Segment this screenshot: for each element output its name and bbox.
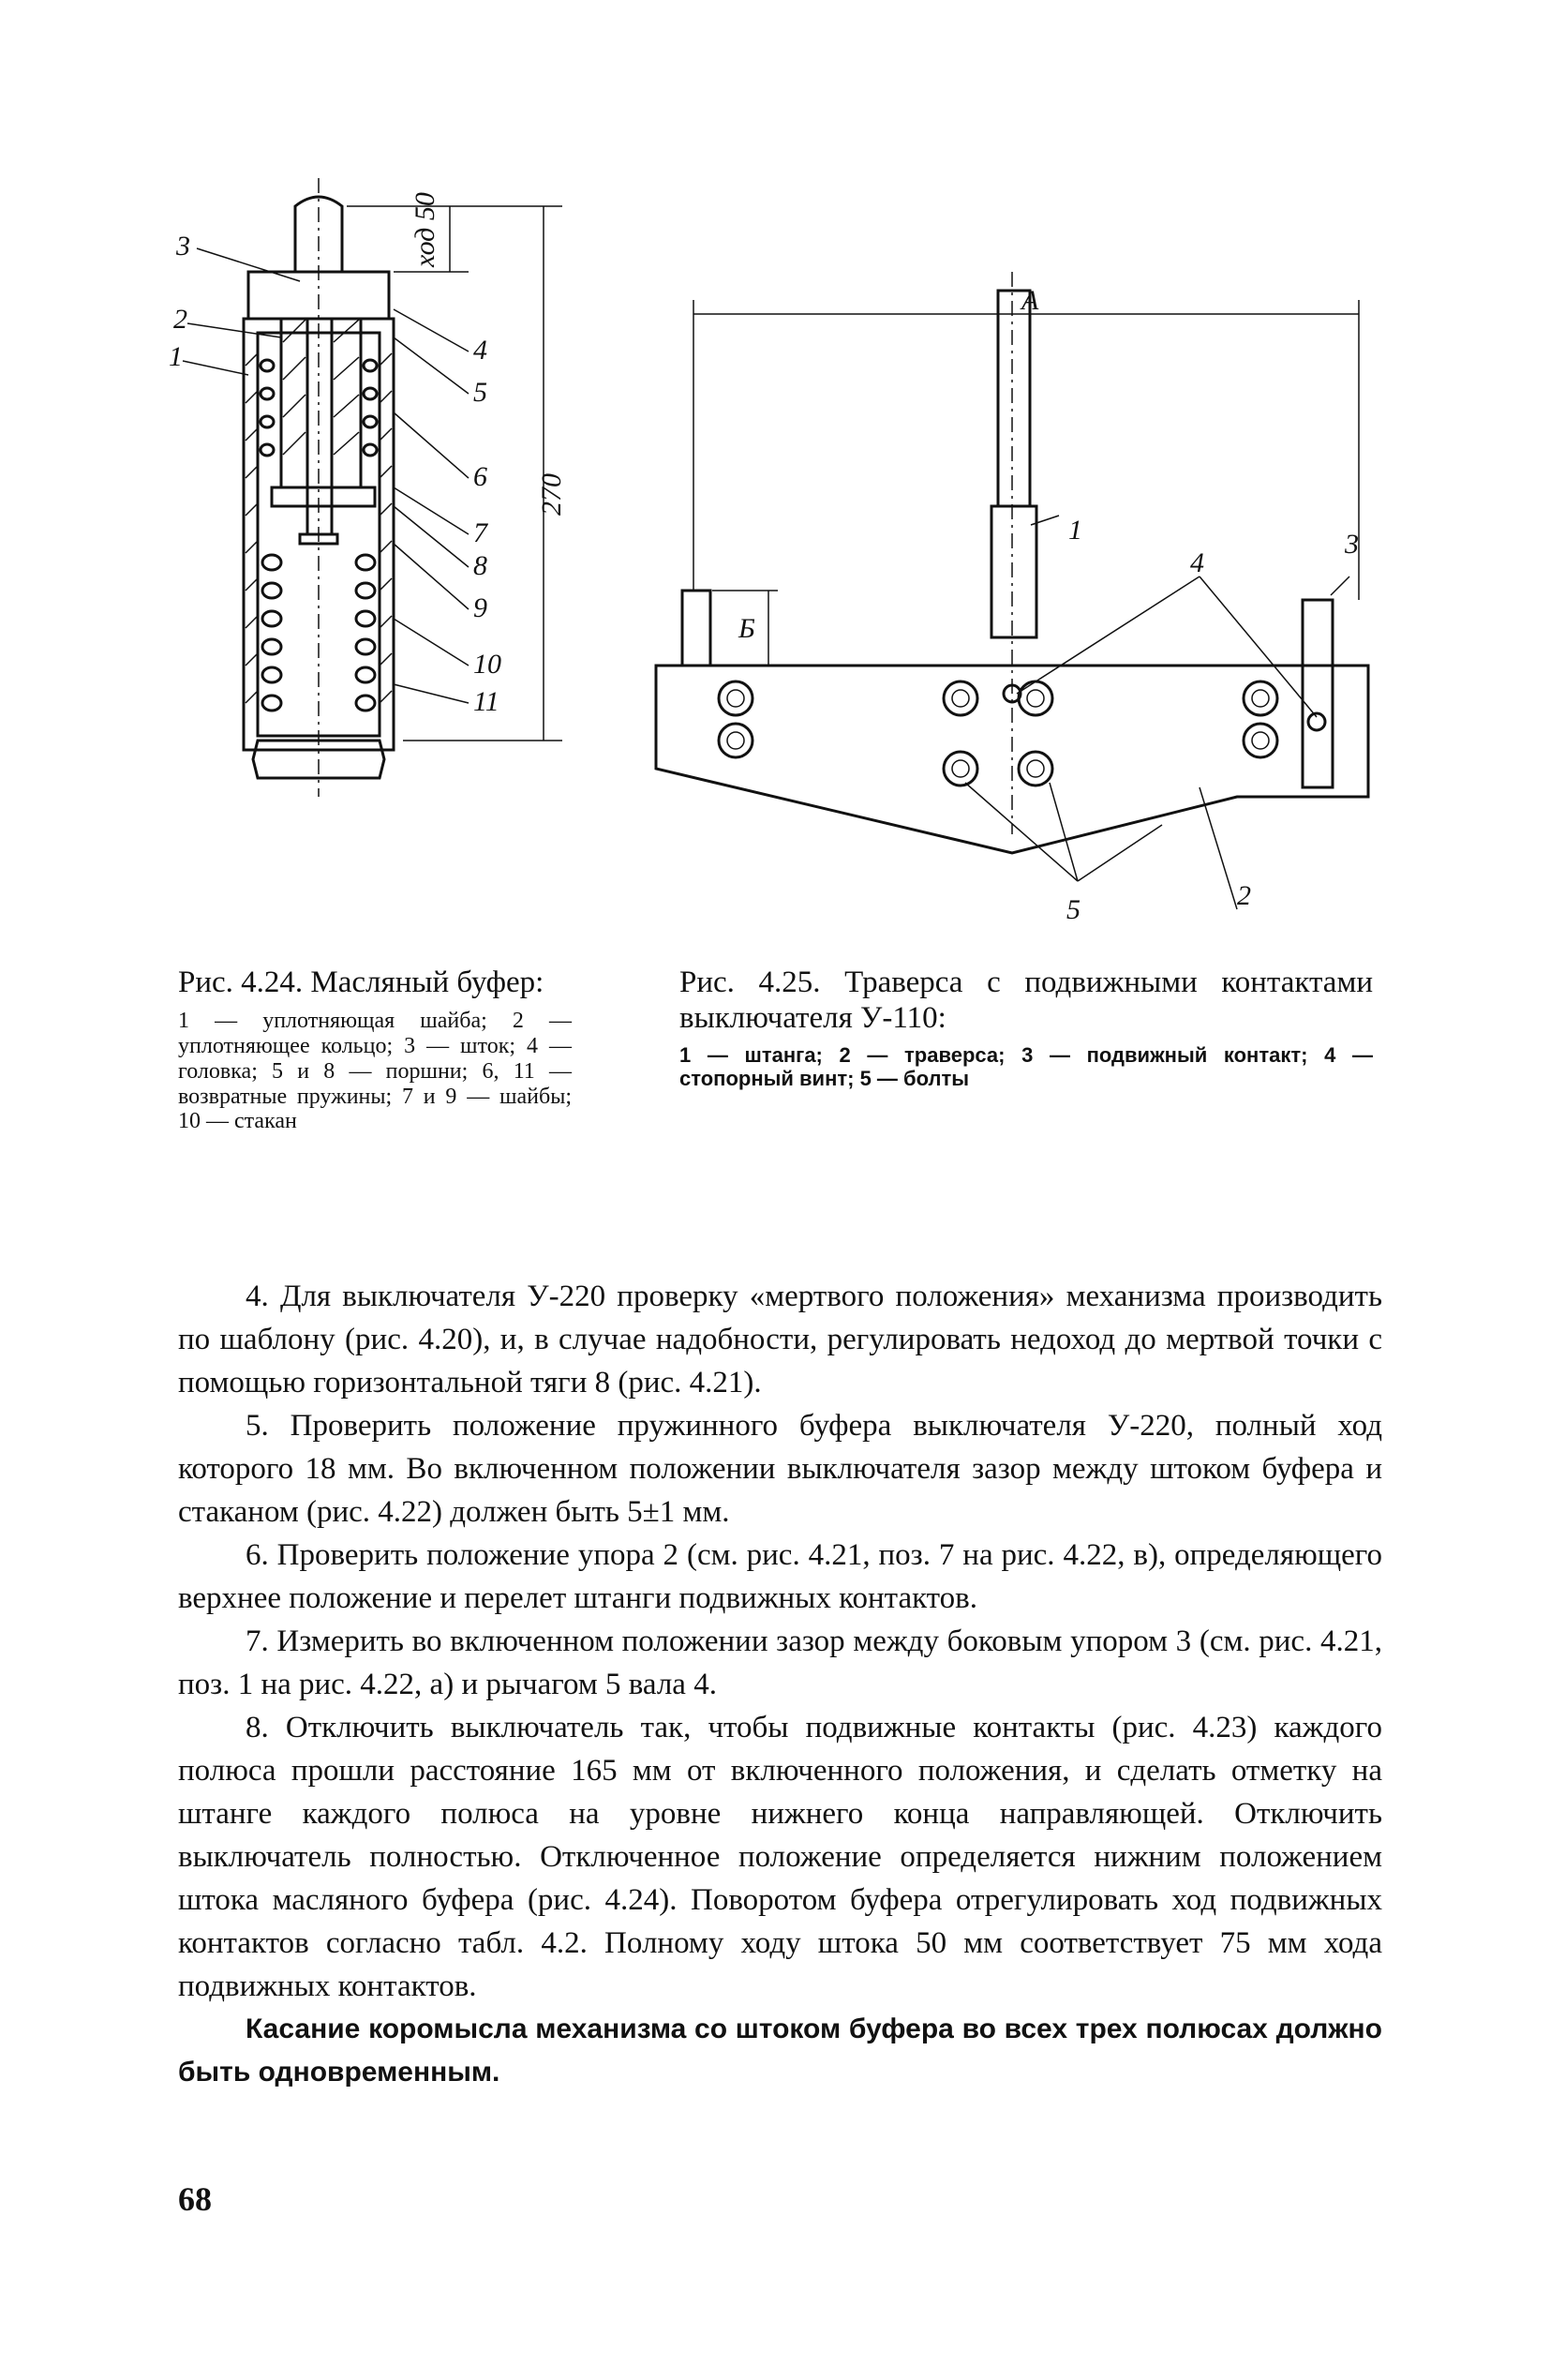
body-text (178, 1275, 1382, 2094)
paragraph: 5. Проверить положение пружинного буфера выключателя У-220, полный ход которого 18 мм. Во включенном положении выключателя зазор между штоком буфера и стаканом (рис. 4.22) должен быть 5±1 мм. (178, 1409, 1382, 1529)
fig24-label-7: 7 (473, 517, 487, 548)
fig24-height-label: 270 (536, 473, 567, 516)
traverse-figure (637, 272, 1387, 928)
fig24-label-3: 3 (176, 231, 190, 262)
fig24-stroke-label: ход 50 (410, 192, 440, 267)
fig24-label-1: 1 (169, 341, 183, 372)
paragraph: 8. Отключить выключатель так, чтобы подвижные контакты (рис. 4.23) каждого полюса прошли расстояние 165 мм от включенного положения, и сделать отметку на штанге каждого полюса на уровне нижнего конца направляющей. Отключить выключатель полностью. Отключенное положение определяется нижним положением штока масляного буфера (рис. 4.24). Поворотом буфера отрегулировать ход подвижных контактов согласно табл. 4.2. Полному ходу штока 50 мм соответствует 75 мм хода подвижных контактов. (178, 1711, 1382, 2003)
fig25-dimension-a: А (1021, 285, 1039, 316)
fig24-label-10: 10 (473, 649, 501, 680)
paragraph: 4. Для выключателя У-220 проверку «мертвого положения» механизма производить по шаблону (рис. 4.20), и, в случае надобности, регулировать недоход до мертвой точки с помощью горизонтальной тяги 8 (рис. 4.21). (178, 1280, 1382, 1400)
fig24-label-5: 5 (473, 377, 487, 408)
figure-4-24-caption-legend: 1 — уплотняющая шайба; 2 — уплотняющее кольцо; 3 — шток; 4 — головка; 5 и 8 — поршни; 6, 11 — возвратные пружины; 7 и 9 — шайбы; 10 — стакан (178, 1008, 572, 1134)
fig25-label-5: 5 (1066, 894, 1081, 925)
figure-4-25-caption-legend: 1 — штанга; 2 — траверса; 3 — подвижный контакт; 4 — стопорный винт; 5 — болты (679, 1042, 1373, 1090)
fig24-label-11: 11 (473, 686, 499, 717)
oil-buffer-figure (169, 178, 600, 928)
figure-4-25-caption (679, 965, 1373, 1090)
bold-paragraph: Касание коромысла механизма со штоком буфера во всех трех полюсах должно быть одновременным. (178, 2013, 1382, 2088)
fig24-label-6: 6 (473, 461, 487, 492)
figure-4-24-caption-title: Рис. 4.24. Масляный буфер: (178, 965, 544, 999)
fig25-label-2: 2 (1237, 880, 1251, 911)
figure-4-25-caption-title: Рис. 4.25. Траверса с подвижными контактами выключателя У-110: (679, 965, 1373, 1035)
fig24-label-4: 4 (473, 335, 487, 366)
fig25-label-4: 4 (1190, 547, 1204, 578)
fig25-label-3: 3 (1345, 529, 1359, 560)
fig25-label-1: 1 (1068, 515, 1082, 546)
paragraph: 7. Измерить во включенном положении зазор между боковым упором 3 (см. рис. 4.21, поз. 1 на рис. 4.22, а) и рычагом 5 вала 4. (178, 1624, 1382, 1701)
paragraph: 6. Проверить положение упора 2 (см. рис. 4.21, поз. 7 на рис. 4.22, в), определяющего верхнее положение и перелет штанги подвижных контактов. (178, 1538, 1382, 1615)
fig24-label-2: 2 (173, 304, 187, 335)
fig24-label-9: 9 (473, 592, 487, 623)
figure-4-24-caption (178, 965, 572, 1134)
fig25-dimension-b: Б (738, 613, 755, 644)
page-number: 68 (178, 2180, 212, 2218)
fig24-label-8: 8 (473, 550, 487, 581)
